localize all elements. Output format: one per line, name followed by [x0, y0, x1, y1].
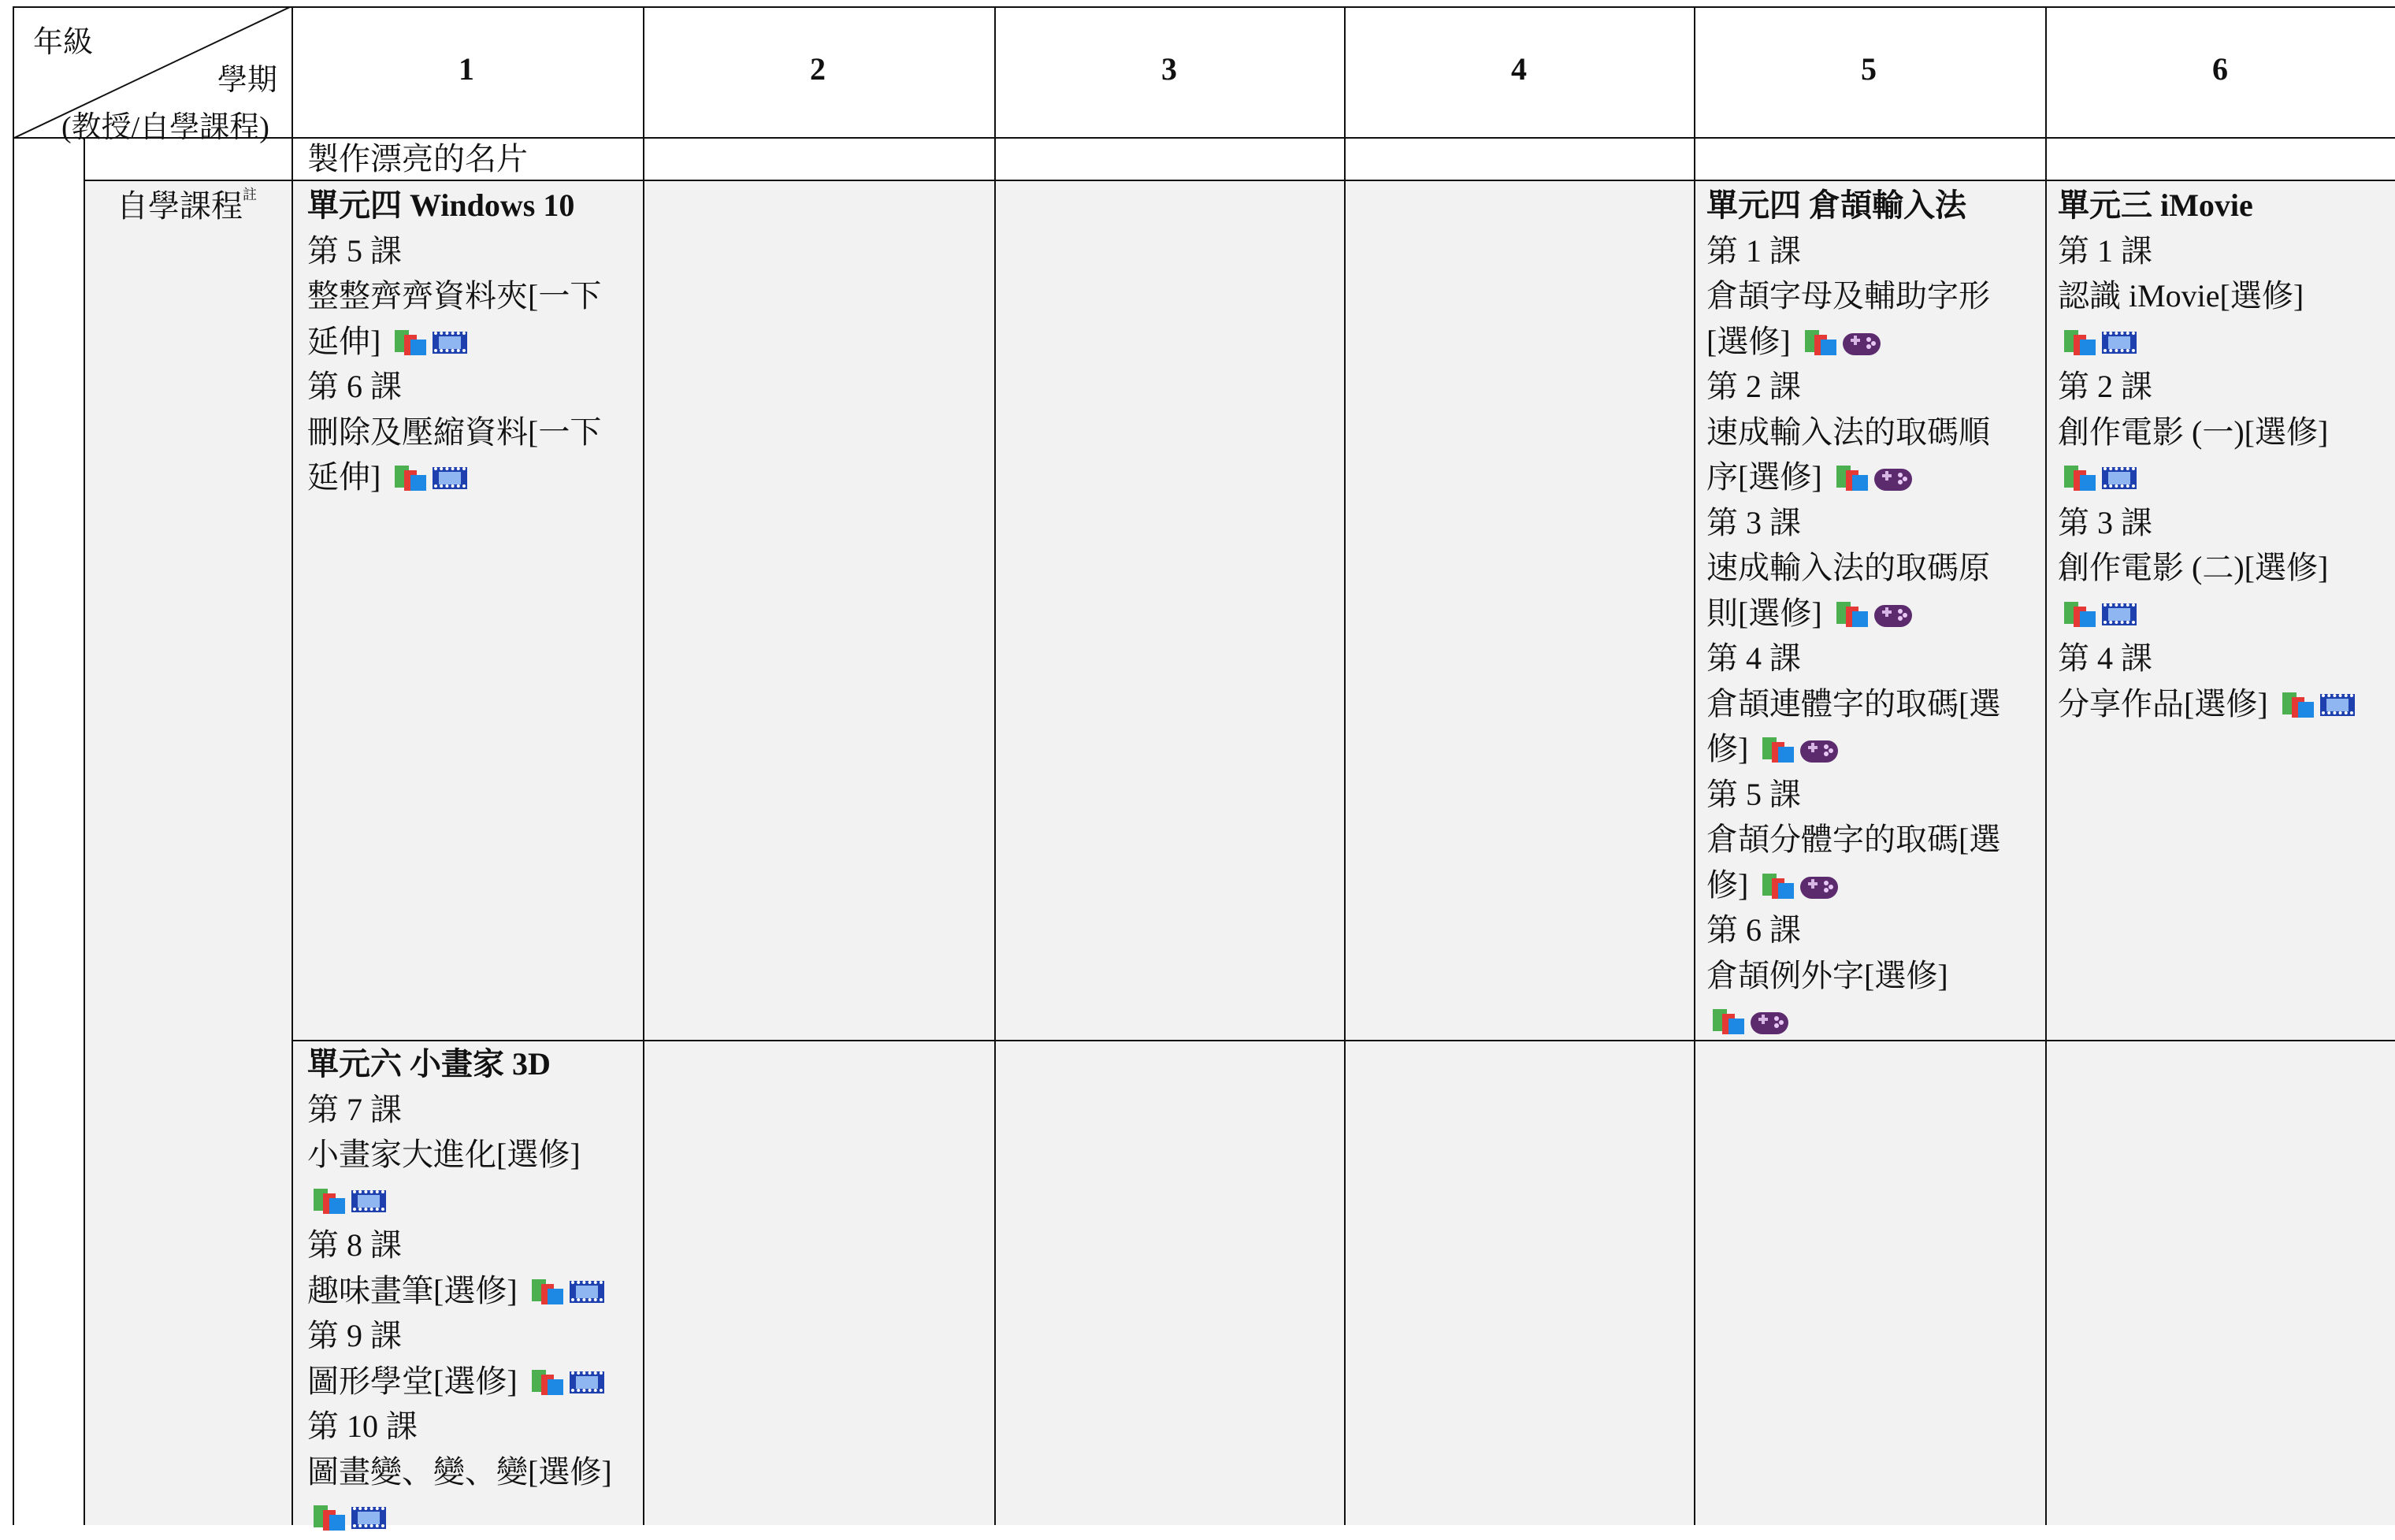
book-icon	[1762, 870, 1794, 900]
lesson-text: [選修]	[1706, 323, 1791, 359]
term-header-6: 6	[2212, 51, 2228, 87]
book-icon	[1836, 462, 1868, 492]
lesson-text: 第 2 課	[1706, 369, 1801, 404]
lesson-text: 速成輸入法的取碼原	[1706, 550, 1990, 585]
film-icon	[570, 1367, 604, 1397]
lesson-line	[2058, 636, 2355, 681]
lesson-text: 序[選修]	[1706, 459, 1822, 495]
lesson-text: 倉頡分體字的取碼[選	[1706, 822, 2001, 857]
film-icon	[351, 1502, 386, 1532]
lesson-text: 修]	[1706, 866, 1749, 903]
book-icon	[1762, 734, 1794, 764]
lesson-line	[2058, 681, 2355, 727]
lesson-text: 第 3 課	[2058, 504, 2152, 540]
lesson-line	[307, 455, 601, 500]
book-icon	[314, 1186, 345, 1215]
lesson-text: 第 5 課	[307, 232, 402, 269]
lesson-text: 速成輸入法的取碼順	[1706, 414, 1990, 450]
lesson-text: 修]	[1706, 731, 1749, 766]
lesson-line	[1706, 455, 2000, 500]
book-icon	[1836, 599, 1868, 629]
grid-v4	[994, 6, 996, 1525]
cell-term6-imovie	[2058, 183, 2355, 726]
lesson-line	[307, 1313, 612, 1359]
lesson-text: 第 1 課	[2058, 232, 2152, 269]
lesson-line	[307, 1087, 612, 1133]
term-header-1: 1	[459, 51, 474, 87]
lesson-line	[2058, 364, 2355, 410]
lesson-text: 延伸]	[307, 323, 381, 359]
lesson-line	[1706, 500, 2000, 546]
unit-title: 單元四 倉頡輸入法	[1706, 187, 1966, 223]
lesson-line	[1706, 907, 2000, 953]
book-icon	[2064, 462, 2096, 492]
lesson-text: 第 4 課	[1706, 640, 1801, 676]
grid-v6	[1694, 6, 1695, 1525]
lesson-line	[2058, 455, 2355, 500]
grid-v7	[2045, 6, 2047, 1525]
lesson-line	[1706, 228, 2000, 274]
lesson-text: 第 2 課	[2058, 369, 2152, 404]
book-icon	[1713, 1006, 1744, 1036]
year-label: 年級	[33, 26, 94, 59]
book-icon	[532, 1367, 563, 1397]
lesson-line	[307, 319, 601, 365]
book-icon	[2064, 599, 2096, 629]
lesson-line	[1706, 410, 2000, 455]
note-row	[293, 139, 640, 180]
lesson-line	[307, 1223, 612, 1268]
film-icon	[2102, 462, 2137, 492]
film-icon	[2102, 327, 2137, 357]
lesson-line	[2058, 591, 2355, 636]
lesson-line	[2058, 545, 2355, 591]
course-type-label: (教授/自學課程)	[61, 111, 269, 144]
cell-term1-paint3d	[307, 1041, 612, 1540]
lesson-text: 第 8 課	[307, 1227, 402, 1263]
lesson-text: 倉頡連體字的取碼[選	[1706, 685, 2001, 722]
lesson-line	[307, 273, 601, 319]
lesson-line	[1706, 863, 2000, 908]
lesson-line	[1706, 681, 2000, 727]
book-icon	[1805, 327, 1836, 357]
lesson-text: 創作電影 (一)[選修]	[2058, 414, 2329, 450]
lesson-line	[1706, 772, 2000, 818]
lesson-text: 第 5 課	[1706, 776, 1801, 812]
book-icon	[2064, 327, 2096, 357]
self-study-label	[117, 181, 257, 226]
lesson-line	[1706, 545, 2000, 591]
unit-title: 單元四 Windows 10	[307, 187, 575, 223]
book-icon	[395, 327, 426, 357]
lesson-line	[1706, 591, 2000, 636]
lesson-text: 第 7 課	[307, 1091, 402, 1127]
term-header-2: 2	[810, 51, 826, 87]
lesson-line	[307, 1178, 612, 1223]
unit-title: 單元三 iMovie	[2058, 187, 2253, 223]
grid-top	[13, 6, 2395, 8]
film-icon	[570, 1276, 604, 1306]
film-icon	[2320, 689, 2355, 719]
lesson-text: 趣味畫筆[選修]	[307, 1272, 518, 1308]
lesson-line	[307, 1359, 612, 1405]
grid-v5	[1344, 6, 1346, 1525]
unit-title: 單元六 小畫家 3D	[307, 1046, 551, 1082]
grid-v2	[291, 6, 293, 1525]
lesson-line	[307, 1494, 612, 1540]
gamepad-icon	[1800, 870, 1838, 900]
film-icon	[433, 462, 467, 492]
lesson-text: 則[選修]	[1706, 595, 1822, 631]
lesson-line	[1706, 364, 2000, 410]
lesson-line	[1706, 319, 2000, 365]
lesson-text: 第 9 課	[307, 1318, 402, 1353]
lesson-text: 圖畫變、變、變[選修]	[307, 1453, 612, 1490]
lesson-line	[307, 1404, 612, 1449]
self-study-label-text: 自學課程	[117, 188, 243, 224]
gamepad-icon	[1800, 734, 1838, 764]
semester-label: 學期	[217, 64, 277, 97]
lesson-line	[2058, 228, 2355, 274]
lesson-text: 倉頡例外字[選修]	[1706, 957, 1948, 993]
lesson-line	[2058, 273, 2355, 319]
film-icon	[433, 327, 467, 357]
lesson-text: 圖形學堂[選修]	[307, 1363, 518, 1399]
film-icon	[2102, 599, 2137, 629]
lesson-text: 刪除及壓縮資料[一下	[307, 414, 602, 450]
term-header-4: 4	[1511, 51, 1527, 87]
lesson-line	[307, 1132, 612, 1178]
gamepad-icon	[1874, 462, 1912, 492]
gamepad-icon	[1874, 599, 1912, 629]
lesson-line	[307, 364, 601, 410]
lesson-line	[307, 228, 601, 274]
lesson-line	[1706, 273, 2000, 319]
lesson-line	[2058, 319, 2355, 365]
cell-term1-windows10	[307, 183, 601, 500]
lesson-text: 第 4 課	[2058, 640, 2152, 676]
lesson-line	[1706, 998, 2000, 1044]
lesson-text: 第 6 課	[307, 369, 402, 404]
top-note-text: 製作漂亮的名片	[307, 141, 528, 176]
lesson-text: 第 3 課	[1706, 504, 1801, 540]
self-study-note-mark: 註	[243, 187, 257, 202]
lesson-line	[2058, 500, 2355, 546]
gamepad-icon	[1843, 327, 1881, 357]
lesson-text: 創作電影 (二)[選修]	[2058, 550, 2329, 585]
grid-note-bottom	[85, 180, 2395, 181]
lesson-text: 整整齊齊資料夾[一下	[307, 278, 602, 314]
lesson-text: 延伸]	[307, 459, 381, 495]
lesson-text: 第 1 課	[1706, 232, 1801, 269]
term-header-3: 3	[1161, 51, 1177, 87]
lesson-line	[307, 1268, 612, 1314]
book-icon	[2282, 689, 2314, 719]
term-header-5: 5	[1861, 51, 1877, 87]
grid-v0	[13, 6, 14, 1525]
lesson-line	[307, 1449, 612, 1495]
film-icon	[351, 1186, 386, 1215]
lesson-text: 小畫家大進化[選修]	[307, 1137, 581, 1172]
book-icon	[395, 462, 426, 492]
book-icon	[532, 1276, 563, 1306]
lesson-text: 認識 iMovie[選修]	[2058, 278, 2304, 314]
grid-v3	[643, 6, 644, 1525]
header-corner	[13, 6, 291, 144]
lesson-text: 倉頡字母及輔助字形	[1706, 278, 1990, 314]
gamepad-icon	[1751, 1006, 1788, 1036]
lesson-line	[1706, 817, 2000, 863]
grid-v1	[84, 137, 85, 1525]
lesson-line	[1706, 636, 2000, 681]
book-icon	[314, 1502, 345, 1532]
lesson-text: 分享作品[選修]	[2058, 685, 2268, 722]
lesson-line	[1706, 953, 2000, 999]
lesson-text: 第 6 課	[1706, 912, 1801, 948]
lesson-line	[307, 410, 601, 455]
lesson-line	[1706, 726, 2000, 772]
lesson-line	[2058, 410, 2355, 455]
cell-term5-cangjie	[1706, 183, 2000, 1044]
lesson-text: 第 10 課	[307, 1408, 418, 1444]
